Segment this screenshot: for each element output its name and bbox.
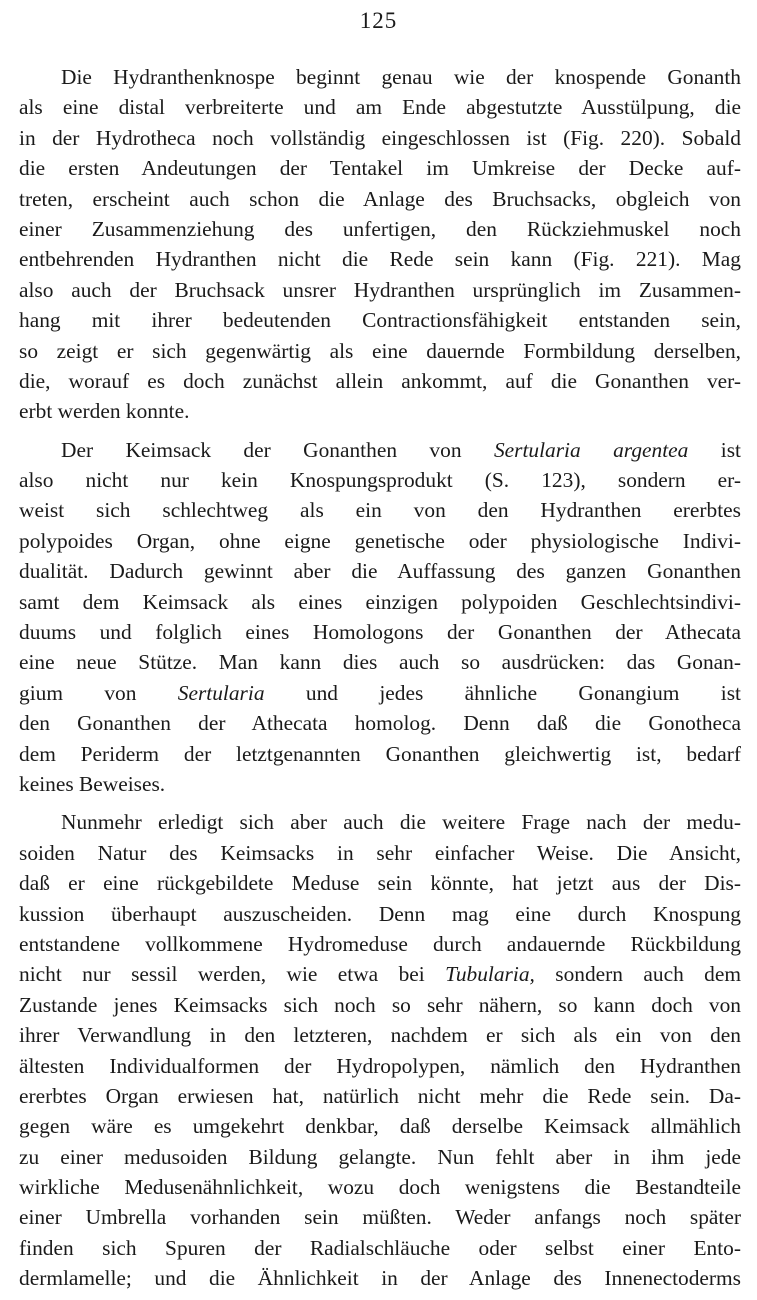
text-run: wirkliche Medusenähnlichkeit, wozu doch wenigstens die Bestandteile [19,1175,741,1200]
text-run: als eine distal verbreiterte und am Ende abgestutzte Ausstülpung, die [19,95,741,120]
text-line [19,153,741,183]
text-line [19,184,741,214]
text-line [19,769,741,799]
text-line [19,990,741,1020]
italic-term: Tubularia, [445,962,535,987]
text-run: finden sich Spuren der Radialschläuche oder selbst einer Ento- [19,1235,741,1260]
text-line [19,838,741,868]
text-line [19,1081,741,1111]
text-run: so zeigt er sich gegenwärtig als eine dauernde Formbildung derselben, [19,338,741,363]
text-line [19,868,741,898]
text-line [19,336,741,366]
text-run: kussion überhaupt auszuscheiden. Denn mag eine durch Knospung [19,901,741,926]
text-line [19,899,741,929]
text-run: in der Hydrotheca noch vollständig eingeschlossen ist (Fig. 220). Sobald [19,125,741,150]
text-line [19,366,741,396]
text-run: soiden Natur des Keimsacks in sehr einfacher Weise. Die Ansicht, [19,840,741,865]
text-run: nicht nur sessil werden, wie etwa bei [19,962,446,987]
text-run: ererbtes Organ erwiesen hat, natürlich nicht mehr die Rede sein. Da- [19,1083,741,1108]
paragraph [19,62,741,427]
text-run: entstandene vollkommene Hydromeduse durch andauernde Rückbildung [19,931,741,956]
italic-term: Sertularia argentea [493,437,689,462]
text-line [19,1233,741,1263]
text-run: eine neue Stütze. Man kann dies auch so ausdrücken: das Gonan- [19,650,741,675]
text-line [19,396,741,426]
text-line [19,807,741,837]
italic-term: Sertularia [177,680,265,705]
text-run: die, worauf es doch zunächst allein ankommt, auf die Gonanthen ver- [19,368,741,393]
text-run: einer Zusammenziehung des unfertigen, den Rückziehmuskel noch [19,216,741,241]
text-line [19,959,741,989]
text-line [19,465,741,495]
text-run: Zustande jenes Keimsacks sich noch so sehr nähern, so kann doch von [19,992,741,1017]
text-line [19,556,741,586]
text-run: duums und folglich eines Homologons der Gonanthen der Athecata [19,620,741,645]
text-line [19,62,741,92]
text-run: Nunmehr erledigt sich aber auch die weitere Frage nach der medu- [61,810,741,835]
text-line [19,929,741,959]
text-line [19,647,741,677]
text-line [19,495,741,525]
text-line [19,587,741,617]
text-line [19,1051,741,1081]
text-run: polypoides Organ, ohne eigne genetische oder physiologische Indivi- [19,528,741,553]
text-line [19,92,741,122]
text-line [19,1263,741,1293]
text-run: erbt werden konnte. [19,399,190,424]
text-line [19,305,741,335]
text-line [19,1202,741,1232]
text-run: zu einer medusoiden Bildung gelangte. Nun fehlt aber in ihm jede [19,1144,741,1169]
text-run: ihrer Verwandlung in den letzteren, nachdem er sich als ein von den [19,1023,741,1048]
body-text [19,62,741,1294]
paragraph [19,435,741,800]
text-run: sondern auch dem [534,962,741,987]
text-run: also nicht nur kein Knospungsprodukt (S. 123), sondern er- [19,468,741,493]
text-line [19,244,741,274]
text-run: entbehrenden Hydranthen nicht die Rede sein kann (Fig. 221). Mag [19,247,741,272]
text-run: samt dem Keimsack als eines einzigen polypoiden Geschlechtsindivi- [19,589,741,614]
text-run: gegen wäre es umgekehrt denkbar, daß derselbe Keimsack allmählich [19,1114,741,1139]
text-line [19,739,741,769]
text-run: ist [688,437,741,462]
text-line [19,617,741,647]
text-run: Die Hydranthenknospe beginnt genau wie der knospende Gonanth [61,65,741,89]
text-run: einer Umbrella vorhanden sein müßten. Weder anfangs noch später [19,1205,741,1230]
paragraph [19,807,741,1293]
text-run: dualität. Dadurch gewinnt aber die Auffassung des ganzen Gonanthen [19,559,741,584]
text-line [19,526,741,556]
text-line [19,1142,741,1172]
text-run: gium von [19,680,178,705]
text-run: treten, erscheint auch schon die Anlage des Bruchsacks, obgleich von [19,186,741,211]
text-line [19,435,741,465]
text-run: also auch der Bruchsack unsrer Hydranthen ursprünglich im Zusammen- [19,277,741,302]
text-run: hang mit ihrer bedeutenden Contractionsfähigkeit entstanden sein, [19,308,741,333]
text-line [19,275,741,305]
text-run: ältesten Individualformen der Hydropolypen, nämlich den Hydranthen [19,1053,741,1078]
text-run: dem Periderm der letztgenannten Gonanthen gleichwertig ist, bedarf [19,741,741,766]
text-run: weist sich schlechtweg als ein von den Hydranthen ererbtes [19,498,741,523]
text-line [19,214,741,244]
text-run: keines Beweises. [19,771,166,796]
text-run: dermlamelle; und die Ähnlichkeit in der Anlage des Innenectoderms [19,1266,741,1291]
text-line [19,678,741,708]
text-line [19,123,741,153]
page-number: 125 [359,8,398,33]
text-run: die ersten Andeutungen der Tentakel im Umkreise der Decke auf- [19,156,741,181]
text-run: daß er eine rückgebildete Meduse sein könnte, hat jetzt aus der Dis- [19,871,741,896]
text-line [19,708,741,738]
text-line [19,1111,741,1141]
text-run: Der Keimsack der Gonanthen von [61,437,494,462]
text-line [19,1020,741,1050]
text-run: und jedes ähnliche Gonangium ist [264,680,741,705]
text-run: den Gonanthen der Athecata homolog. Denn daß die Gonotheca [19,711,741,736]
text-line [19,1172,741,1202]
